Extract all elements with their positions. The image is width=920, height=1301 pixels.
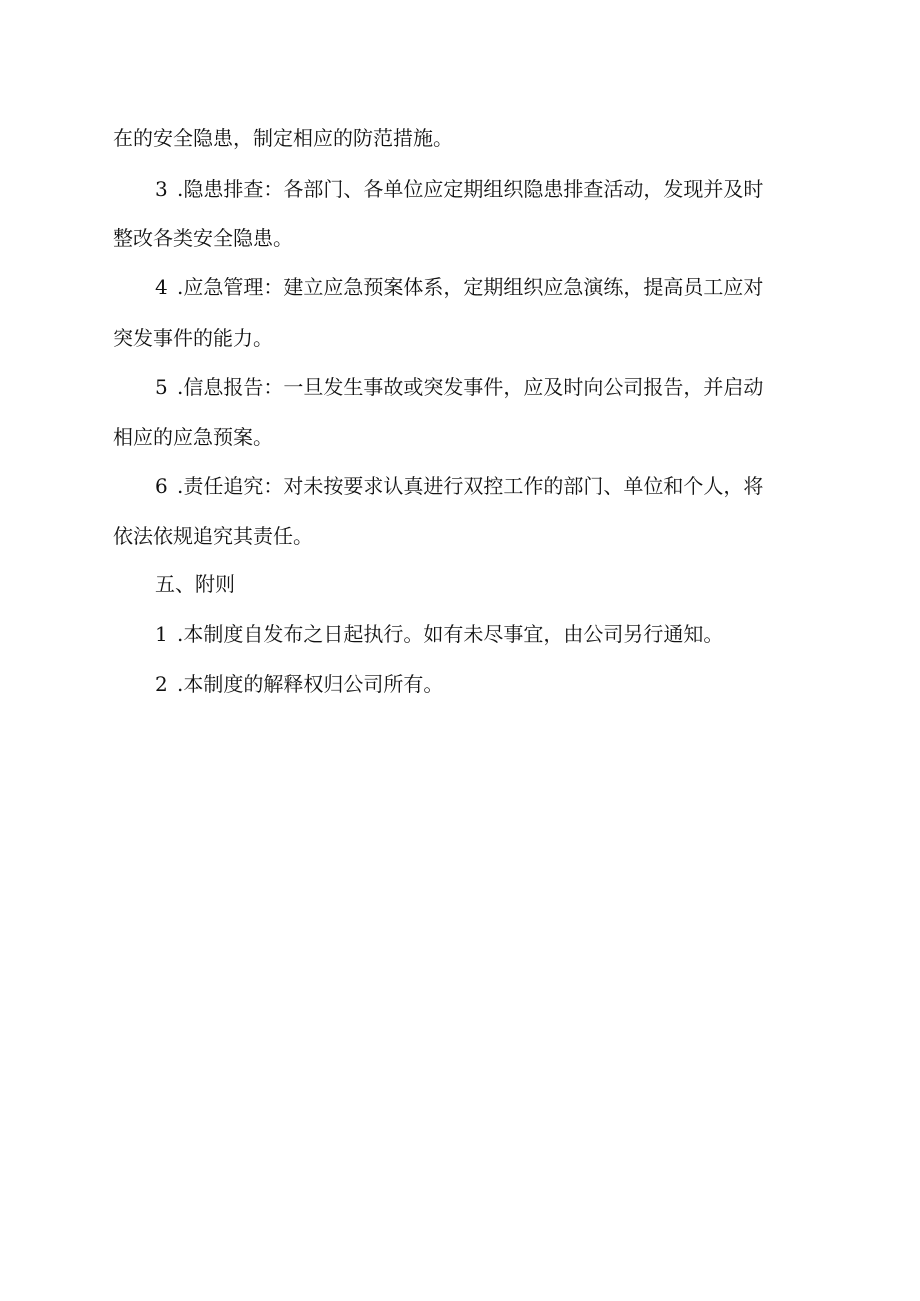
paragraph-line-continuation bbox=[113, 325, 813, 351]
list-item-3 bbox=[155, 176, 855, 202]
item-text: .责任追究：对未按要求认真进行双控工作的部门、单位和个人，将 bbox=[177, 474, 764, 498]
paragraph-line-continuation bbox=[113, 523, 813, 549]
list-item-2 bbox=[155, 671, 855, 697]
list-item-4 bbox=[155, 274, 855, 300]
heading-text: 五、附则 bbox=[155, 572, 235, 596]
section-heading bbox=[155, 571, 855, 597]
list-item-6 bbox=[155, 473, 855, 499]
item-number: 4 bbox=[155, 275, 168, 299]
item-number: 1 bbox=[155, 622, 168, 646]
paragraph-line-continuation bbox=[113, 225, 813, 251]
item-number: 5 bbox=[155, 375, 168, 399]
item-number: 6 bbox=[155, 474, 168, 498]
item-text: .本制度的解释权归公司所有。 bbox=[177, 672, 444, 696]
item-text: .应急管理：建立应急预案体系，定期组织应急演练，提高员工应对 bbox=[177, 275, 764, 299]
line-text: 整改各类安全隐患。 bbox=[113, 226, 293, 250]
item-number: 3 bbox=[155, 177, 168, 201]
line-text: 在的安全隐患，制定相应的防范措施。 bbox=[113, 126, 453, 150]
item-text: .信息报告：一旦发生事故或突发事件，应及时向公司报告，并启动 bbox=[177, 375, 764, 399]
paragraph-line-continuation bbox=[113, 424, 813, 450]
list-item-1 bbox=[155, 621, 855, 647]
item-text: .隐患排查：各部门、各单位应定期组织隐患排查活动，发现并及时 bbox=[177, 177, 764, 201]
paragraph-line-continuation bbox=[113, 125, 813, 151]
item-number: 2 bbox=[155, 672, 168, 696]
list-item-5 bbox=[155, 374, 855, 400]
item-text: .本制度自发布之日起执行。如有未尽事宜，由公司另行通知。 bbox=[177, 622, 724, 646]
line-text: 相应的应急预案。 bbox=[113, 425, 273, 449]
line-text: 依法依规追究其责任。 bbox=[113, 524, 313, 548]
line-text: 突发事件的能力。 bbox=[113, 326, 273, 350]
